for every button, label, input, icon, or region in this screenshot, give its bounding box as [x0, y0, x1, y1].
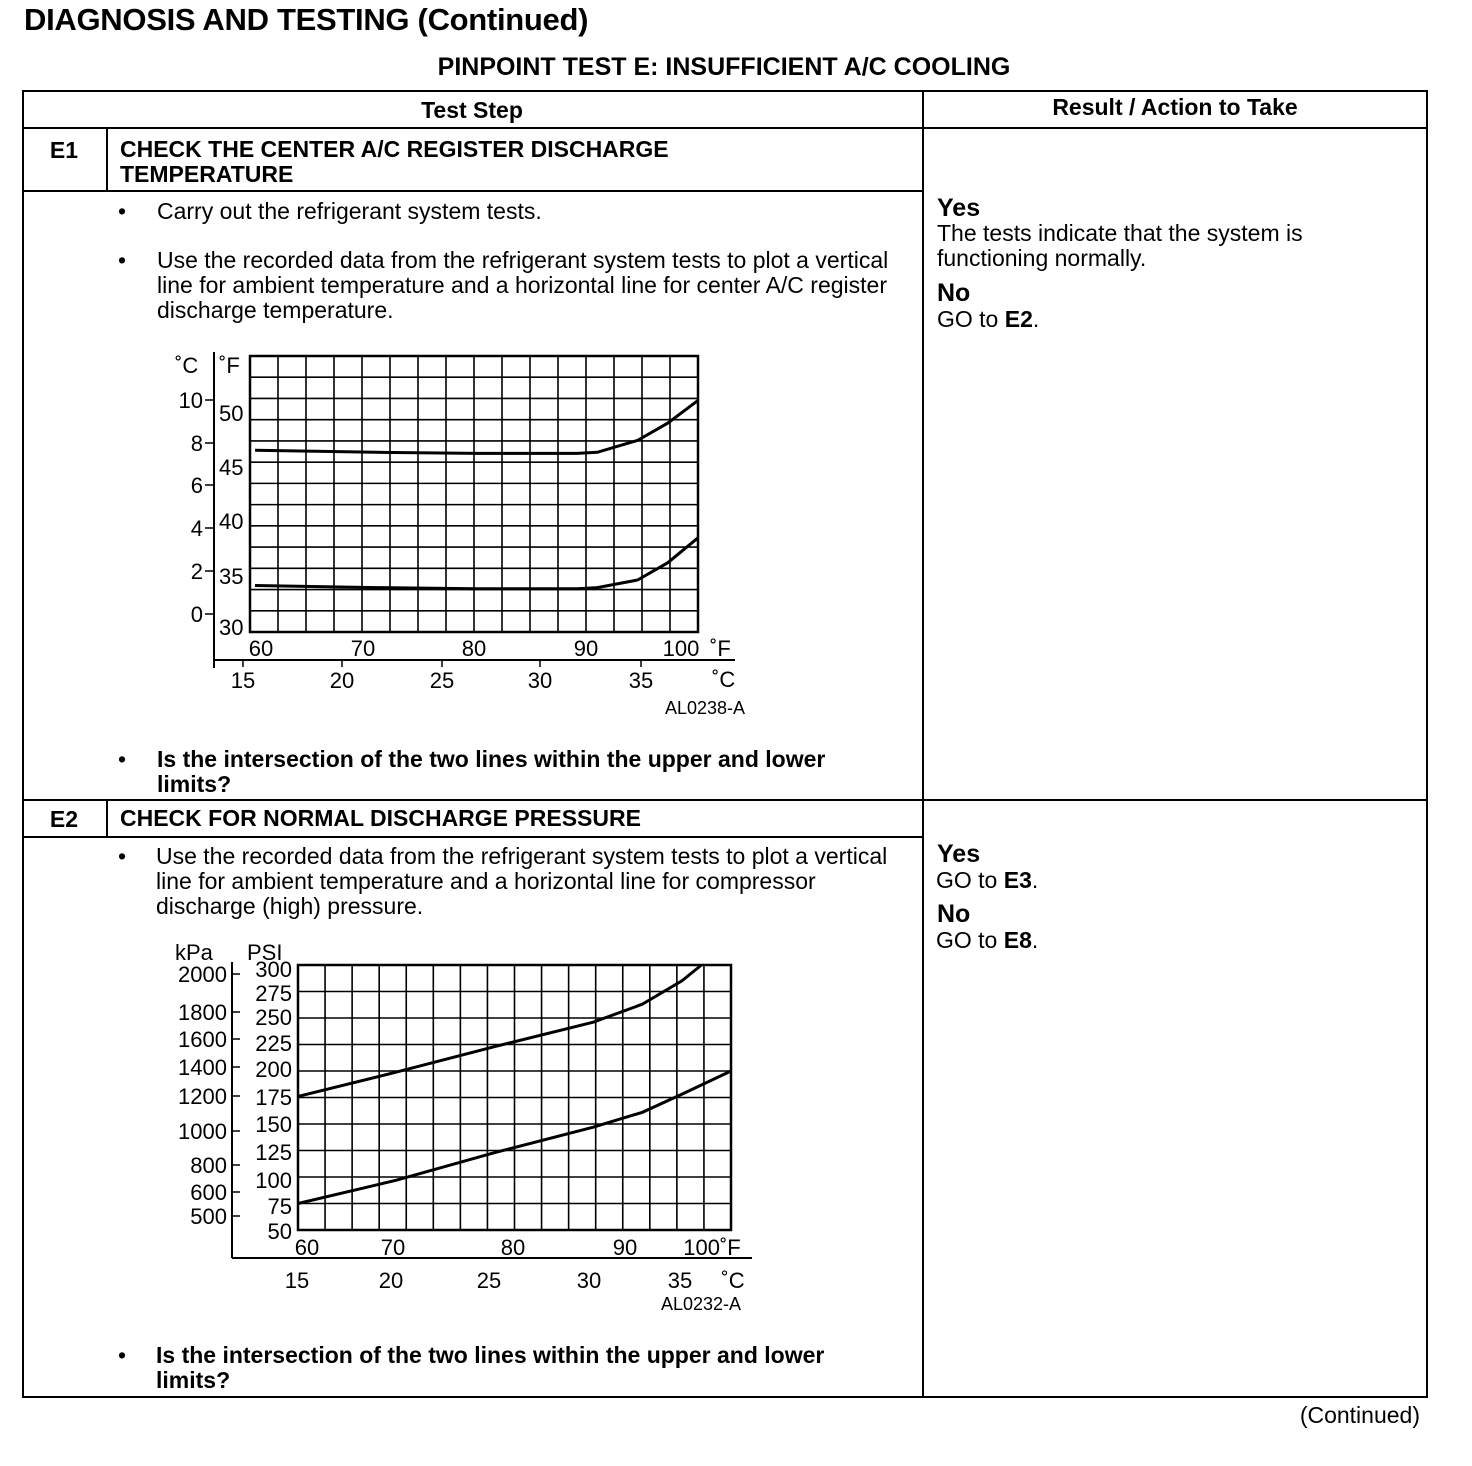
y-tick-label-psi: 150: [255, 1112, 292, 1137]
upper-limit-line: [298, 965, 702, 1096]
e1-yes-text: The tests indicate that the system is functioning normally.: [937, 220, 1303, 271]
y-tick-label-kpa: 1200: [178, 1084, 227, 1109]
e2-no-label: No: [937, 900, 971, 928]
link-e2[interactable]: E2: [1004, 306, 1033, 332]
x-tick-label-f: 70: [350, 636, 376, 661]
y-tick-label-kpa: 2000: [178, 962, 227, 987]
x-tick-label-c: 30: [527, 668, 553, 693]
y-tick-label-psi: 100: [255, 1168, 292, 1193]
y-tick-label-c: 4: [190, 516, 203, 541]
y-tick-label-psi: 300: [255, 957, 292, 982]
y-tick-label-f: 30: [219, 615, 244, 640]
y-tick-label-c: 6: [190, 473, 203, 498]
step-e1-bullet-1: Carry out the refrigerant system tests.: [157, 198, 542, 224]
e1-no-label: No: [937, 279, 971, 307]
x-unit-top: ˚F: [710, 636, 731, 661]
column-header-test-step: Test Step: [421, 97, 523, 123]
y-tick-label-psi: 75: [267, 1194, 292, 1219]
step-title-e2: CHECK FOR NORMAL DISCHARGE PRESSURE: [120, 805, 641, 831]
y-tick-label-c: 8: [190, 431, 203, 456]
y-tick-label-c: 10: [178, 388, 203, 413]
y-tick-label-psi: 50: [267, 1219, 292, 1244]
x-tick-label-f: 90: [573, 636, 599, 661]
y-tick-label-kpa: 800: [190, 1153, 227, 1178]
bullet-marker: •: [118, 746, 127, 772]
step-e2-question: Is the intersection of the two lines within the upper and lower limits?: [156, 1342, 825, 1393]
x-tick-label-c: 35: [667, 1268, 693, 1293]
step-title-e1: CHECK THE CENTER A/C REGISTER DISCHARGE TEMPERATURE: [120, 136, 669, 187]
x-tick-label-c: ˚C: [721, 1268, 745, 1293]
bullet-marker: •: [118, 1342, 127, 1368]
step-id-e2: E2: [49, 806, 79, 832]
e2-yes-label: Yes: [937, 840, 981, 868]
x-tick-label-c: 30: [576, 1268, 602, 1293]
x-tick-label-f: 60: [248, 636, 274, 661]
figure-id: AL0238-A: [665, 698, 746, 718]
x-tick-label-f: 70: [380, 1235, 406, 1260]
y-unit-right: ˚F: [219, 353, 240, 378]
x-tick-label-c: 15: [230, 668, 256, 693]
x-tick-label-f: 80: [461, 636, 487, 661]
x-unit-bottom: ˚C: [712, 667, 736, 692]
page-heading: DIAGNOSIS AND TESTING (Continued): [24, 2, 589, 37]
y-tick-label-f: 50: [219, 401, 244, 426]
e2-yes-action: GO to E3.: [936, 867, 1039, 893]
bullet-marker: •: [118, 198, 127, 224]
step-id-e1: E1: [49, 137, 79, 163]
step-e2-bullet-1: Use the recorded data from the refrigerant system tests to plot a vertical line for ambient temperature and a horizontal line for compressor discharge (high) pressure.: [156, 843, 888, 919]
x-tick-label-f: 60: [294, 1235, 320, 1260]
x-tick-label-f: 90: [612, 1235, 638, 1260]
e1-no-action: GO to E2.: [937, 306, 1040, 332]
x-tick-label-c: 15: [284, 1268, 310, 1293]
step-e1-bullet-2: Use the recorded data from the refrigerant system tests to plot a vertical line for ambient temperature and a horizontal line for center A/C register discharge temperature.: [157, 247, 889, 323]
y-tick-label-psi: 200: [255, 1057, 292, 1082]
y-tick-label-f: 40: [219, 509, 244, 534]
y-unit-left: ˚C: [175, 353, 199, 378]
x-tick-label-c: 20: [378, 1268, 404, 1293]
y-tick-label-kpa: 1000: [178, 1119, 227, 1144]
figure-id: AL0232-A: [661, 1294, 742, 1314]
y-tick-label-c: 0: [190, 602, 203, 627]
e2-no-action: GO to E8.: [936, 927, 1039, 953]
e1-yes-label: Yes: [937, 194, 981, 222]
column-header-result: Result / Action to Take: [1052, 94, 1298, 120]
x-tick-label-f: 80: [500, 1235, 526, 1260]
y-tick-label-psi: 250: [255, 1005, 292, 1030]
bullet-marker: •: [118, 247, 127, 273]
x-tick-label-f: 100˚F: [683, 1235, 741, 1260]
link-e3[interactable]: E3: [1003, 867, 1032, 893]
y-tick-label-f: 35: [219, 564, 244, 589]
y-tick-label-psi: 275: [255, 981, 292, 1006]
x-tick-label-c: 20: [329, 668, 355, 693]
y-tick-label-kpa: 600: [190, 1180, 227, 1205]
y-tick-label-kpa: 1400: [178, 1055, 227, 1080]
step-e1-question: Is the intersection of the two lines within the upper and lower limits?: [157, 746, 826, 797]
y-tick-label-kpa: 1600: [178, 1027, 227, 1052]
x-tick-label-f: 100: [662, 636, 700, 661]
bullet-marker: •: [118, 843, 127, 869]
y-tick-label-psi: 125: [255, 1140, 292, 1165]
x-tick-label-c: 35: [628, 668, 654, 693]
continued-footer: (Continued): [1299, 1402, 1420, 1428]
x-tick-label-c: 25: [429, 668, 455, 693]
y-tick-label-kpa: 1800: [178, 1000, 227, 1025]
y-tick-label-kpa: 500: [190, 1204, 227, 1229]
y-unit-left: kPa: [175, 940, 213, 965]
y-tick-label-f: 45: [219, 455, 244, 480]
x-tick-label-c: 25: [476, 1268, 502, 1293]
y-tick-label-c: 2: [190, 559, 203, 584]
y-tick-label-psi: 225: [255, 1031, 292, 1056]
y-unit-right: PSI: [247, 940, 283, 965]
y-tick-label-psi: 175: [255, 1085, 292, 1110]
link-e8[interactable]: E8: [1003, 927, 1032, 953]
pinpoint-test-title: PINPOINT TEST E: INSUFFICIENT A/C COOLING: [437, 53, 1011, 81]
